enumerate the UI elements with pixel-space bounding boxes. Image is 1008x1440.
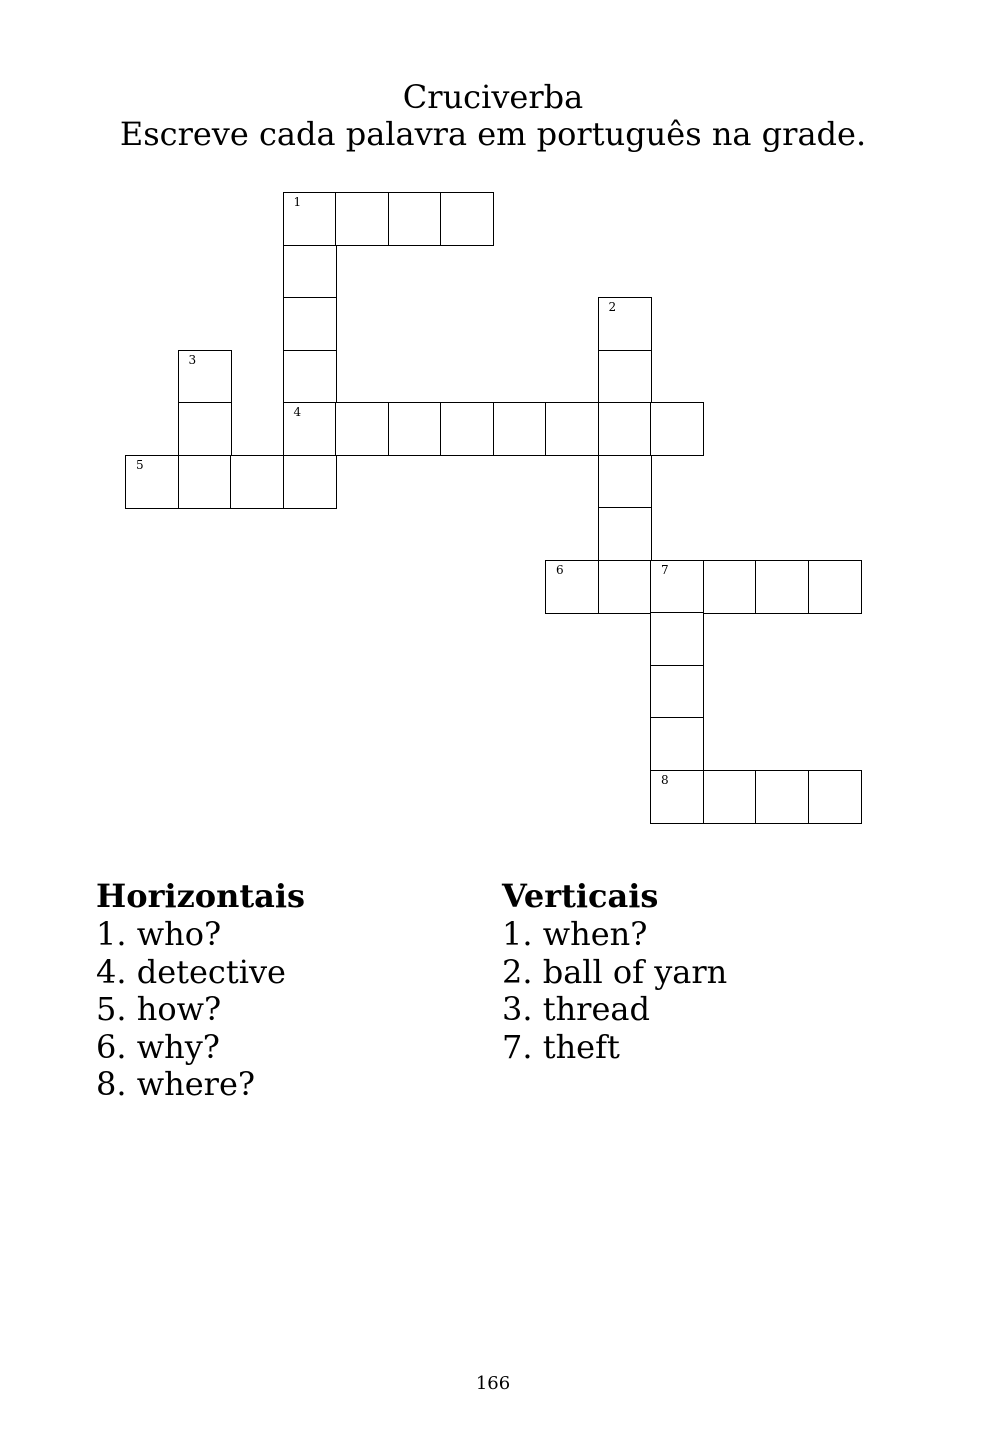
clue-number: 5 [136, 457, 144, 472]
grid-cell[interactable] [493, 402, 547, 456]
grid-cell[interactable] [283, 192, 337, 246]
grid-cell[interactable] [283, 402, 337, 456]
across-clue: 8. where? [96, 1065, 256, 1103]
grid-cell[interactable] [125, 455, 179, 509]
down-clue: 2. ball of yarn [502, 952, 728, 991]
grid-cell[interactable] [808, 770, 862, 824]
grid-cell[interactable] [335, 192, 389, 246]
grid-cell[interactable] [755, 770, 809, 824]
grid-cell[interactable] [598, 402, 652, 456]
grid-cell[interactable] [440, 192, 494, 246]
grid-cell[interactable] [650, 717, 704, 771]
grid-cell[interactable] [650, 665, 704, 719]
grid-cell[interactable] [598, 350, 652, 404]
grid-cell[interactable] [388, 192, 442, 246]
down-heading: Verticais [502, 877, 659, 915]
grid-cell[interactable] [440, 402, 494, 456]
page-title: Cruciverba [402, 78, 584, 116]
grid-cell[interactable] [545, 560, 599, 614]
across-clue: 1. who? [96, 915, 222, 953]
grid-cell[interactable] [703, 560, 757, 614]
grid-cell[interactable] [178, 402, 232, 456]
grid-cell[interactable] [755, 560, 809, 614]
grid-cell[interactable] [598, 507, 652, 561]
grid-cell[interactable] [545, 402, 599, 456]
clue-number: 7 [661, 562, 669, 577]
down-clue: 7. theft [502, 1027, 620, 1066]
clue-number: 4 [293, 405, 302, 419]
grid-cell[interactable] [335, 402, 389, 456]
grid-cell[interactable] [388, 402, 442, 456]
page-number: 166 [475, 1373, 511, 1394]
down-clue: 3. thread [502, 990, 650, 1028]
grid-cell[interactable] [703, 770, 757, 824]
grid-cell[interactable] [808, 560, 862, 614]
grid-cell[interactable] [650, 770, 704, 824]
clue-number: 1 [293, 195, 302, 209]
grid-cell[interactable] [598, 560, 652, 614]
grid-cell[interactable] [283, 245, 337, 299]
instructions: Escreve cada palavra em português na grade. [119, 115, 867, 153]
down-clues [502, 876, 727, 1066]
grid-cell[interactable] [283, 297, 337, 351]
grid-cell[interactable] [598, 297, 652, 351]
grid-cell[interactable] [650, 402, 704, 456]
clue-number: 2 [608, 300, 617, 314]
clue-number: 8 [661, 772, 669, 787]
grid-cell[interactable] [283, 350, 337, 404]
across-clue: 6. why? [96, 1027, 220, 1066]
across-heading: Horizontais [96, 877, 306, 915]
grid-cell[interactable] [650, 560, 704, 614]
across-clues [96, 876, 305, 1104]
grid-cell[interactable] [230, 455, 284, 509]
down-clue: 1. when? [502, 915, 648, 953]
across-clue: 5. how? [96, 990, 222, 1028]
across-clue: 4. detective [96, 952, 286, 991]
grid-cell[interactable] [650, 612, 704, 666]
grid-cell[interactable] [178, 455, 232, 509]
grid-cell[interactable] [178, 350, 232, 404]
grid-cell[interactable] [283, 455, 337, 509]
clue-number: 3 [188, 352, 197, 367]
clue-number: 6 [556, 562, 564, 577]
grid-cell[interactable] [598, 455, 652, 509]
